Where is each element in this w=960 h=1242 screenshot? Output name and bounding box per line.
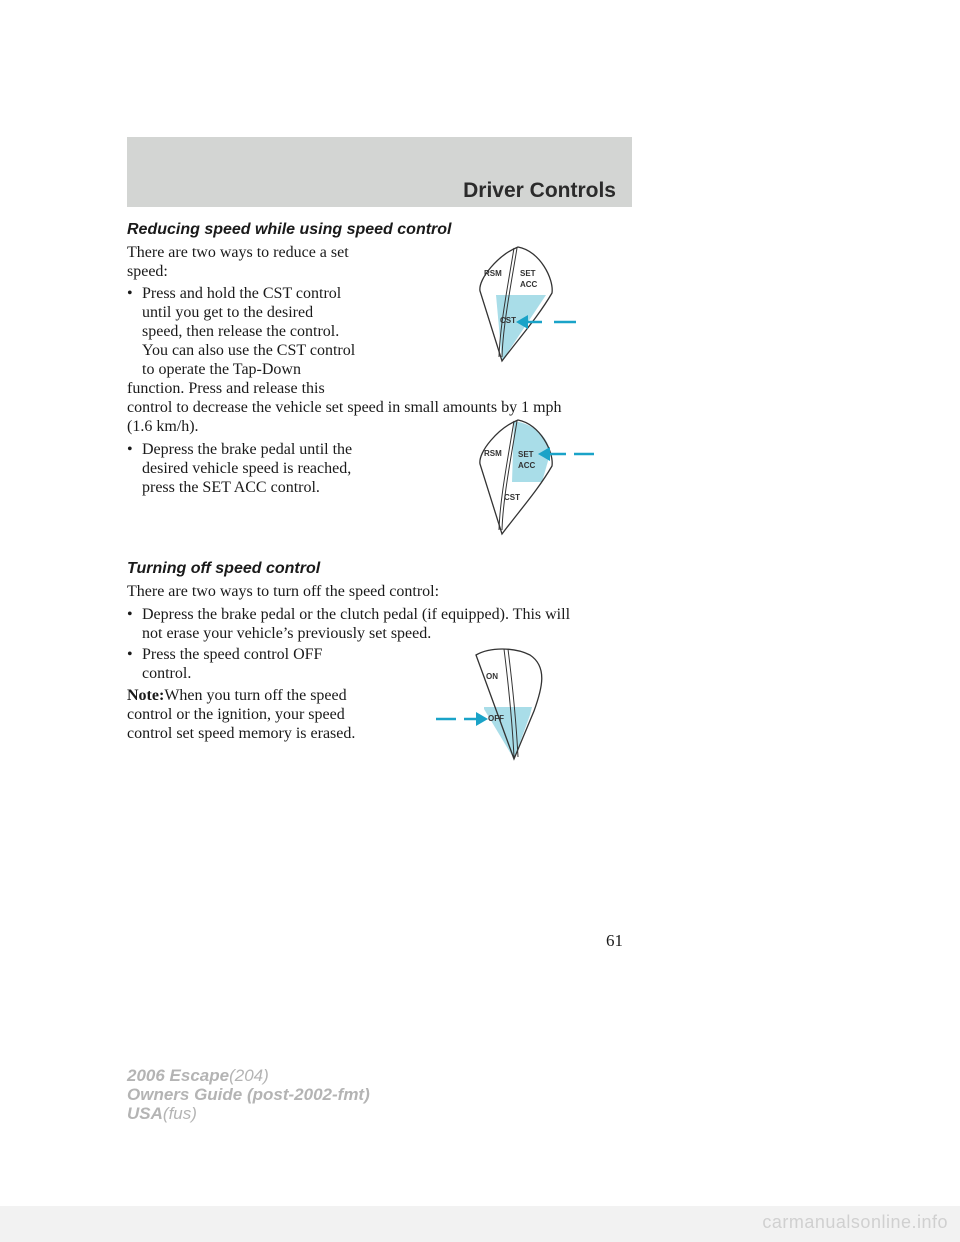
text-line: to operate the Tap-Down (142, 361, 301, 378)
label-rsm: RSM (484, 269, 502, 278)
document-footer (127, 1066, 370, 1123)
footer-guide: Owners Guide (post-2002-fmt) (127, 1085, 370, 1104)
watermark-bar (0, 1206, 960, 1242)
watermark-text: carmanualsonline.info (762, 1212, 948, 1232)
note-label: Note: (127, 687, 165, 704)
bullet-text (142, 645, 322, 683)
text-line: You can also use the CST control (142, 342, 356, 359)
section-heading-turning-off: Turning off speed control (127, 560, 321, 577)
text-line: control or the ignition, your speed (127, 706, 345, 723)
text-line: press the SET ACC control. (142, 479, 320, 496)
bullet-press-off (127, 645, 427, 685)
speed-control-diagram-off (430, 645, 560, 765)
bullet-icon: • (127, 441, 133, 458)
bullet-text (142, 440, 352, 497)
text-line: Press and hold the CST control (142, 285, 342, 302)
text-line: speed: (127, 263, 168, 280)
bullet-icon: • (127, 285, 133, 302)
text-line: function. Press and release this (127, 380, 325, 397)
bullet-text (142, 605, 570, 643)
section-header-bar (127, 137, 632, 207)
page-number: 61 (606, 931, 623, 950)
text-line: Depress the brake pedal until the (142, 441, 353, 458)
bullet-text (142, 284, 355, 379)
label-cst: CST (500, 316, 516, 325)
footer-code: (204) (229, 1066, 269, 1085)
cst-highlight-region (496, 295, 546, 361)
dashed-arrow-right-icon (436, 712, 488, 726)
footer-region-code: (fus) (162, 1104, 197, 1123)
text-line: There are two ways to reduce a set (127, 244, 349, 261)
text-line: control to decrease the vehicle set speed in small amounts by 1 mph (127, 399, 562, 416)
bullet-icon: • (127, 646, 133, 663)
footer-region: USA (127, 1104, 163, 1123)
text-line: until you get to the desired (142, 304, 314, 321)
bullet-icon: • (127, 606, 133, 623)
label-set: SET (518, 450, 534, 459)
label-rsm: RSM (484, 449, 502, 458)
section2-intro: There are two ways to turn off the speed control: (127, 583, 440, 600)
speed-control-diagram-cst (470, 245, 610, 365)
bullet-brake-pedal (127, 440, 427, 500)
text-line: (1.6 km/h). (127, 418, 199, 435)
switch-groove-line (499, 421, 514, 530)
label-set: SET (520, 269, 536, 278)
label-acc: ACC (520, 280, 538, 289)
text-line: When you turn off the speed (164, 687, 347, 704)
intro-paragraph (127, 243, 349, 281)
section-heading-reducing-speed: Reducing speed while using speed control (127, 221, 452, 238)
text-line: speed, then release the control. (142, 323, 340, 340)
footer-line (127, 1066, 370, 1085)
text-line: Press the speed control OFF (142, 646, 323, 663)
label-cst: CST (504, 493, 520, 502)
speed-control-diagram-set-acc (470, 418, 610, 538)
section-title: Driver Controls (463, 179, 616, 202)
text-line: control set speed memory is erased. (127, 725, 356, 742)
dashed-arrow-left-icon (516, 315, 576, 329)
footer-line (127, 1104, 370, 1123)
dashed-arrow-left-icon (538, 447, 594, 461)
text-line: not erase your vehicle’s previously set speed. (142, 625, 432, 642)
note-paragraph (127, 686, 355, 743)
footer-model: 2006 Escape (127, 1066, 230, 1085)
text-line: desired vehicle speed is reached, (142, 460, 352, 477)
text-line: control. (142, 665, 192, 682)
label-on: ON (486, 672, 498, 681)
label-off: OFF (488, 714, 504, 723)
note-first-line (127, 686, 355, 705)
text-line: Depress the brake pedal or the clutch pedal (if equipped). This will (142, 606, 571, 623)
bullet-brake-or-clutch (127, 605, 627, 645)
label-acc: ACC (518, 461, 536, 470)
